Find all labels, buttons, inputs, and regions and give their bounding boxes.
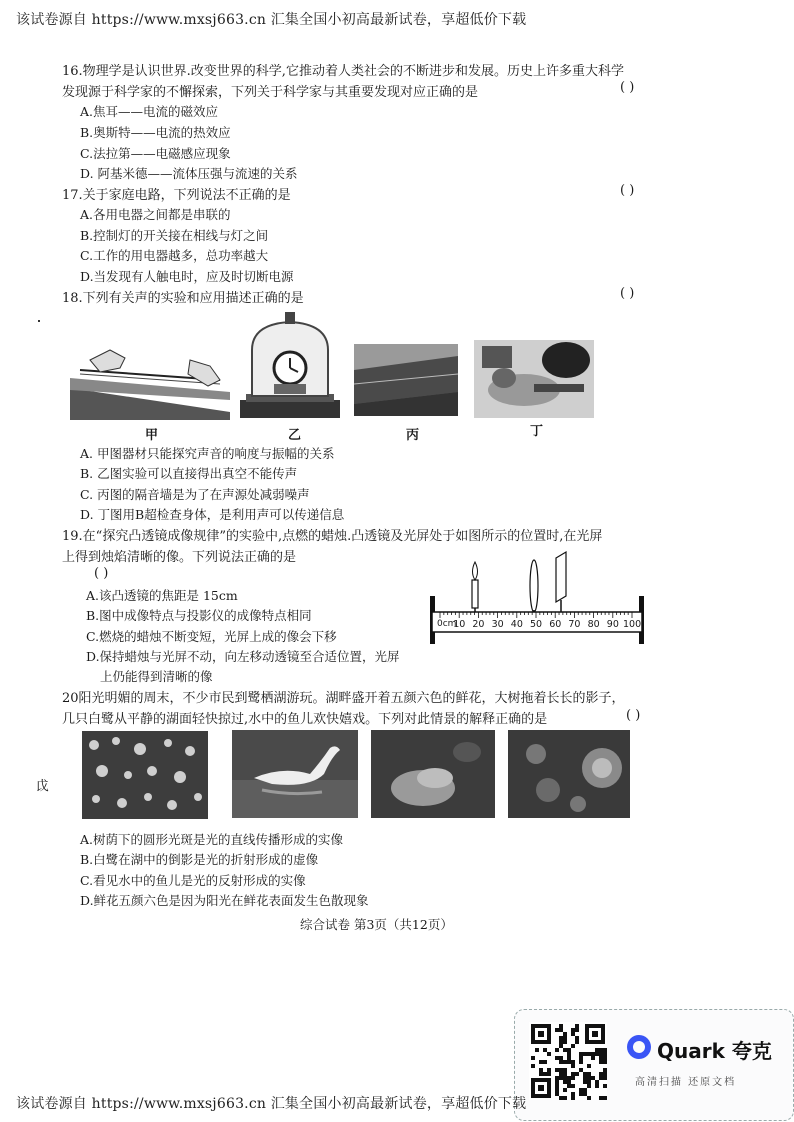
q20-stem-line1: 20阳光明媚的周末，不少市民到鹭栖湖游玩。湖畔盛开着五颜六色的鲜花，大树拖着长长的影子， bbox=[62, 691, 625, 706]
ruler-tick-label: 70 bbox=[568, 619, 581, 630]
footer-banner: 该试卷源自 https://www.mxsj663.cn 汇集全国小初高最新试卷，享超低价下载 bbox=[16, 1096, 527, 1112]
q18-figure-bing bbox=[354, 344, 458, 416]
q20-option-d: D.鲜花五颜六色是因为阳光在鲜花表面发生色散现象 bbox=[80, 893, 369, 908]
q19-stem-line2: 上得到烛焰清晰的像。下列说法正确的是 bbox=[62, 550, 297, 565]
q17-option-c: C.工作的用电器越多，总功率越大 bbox=[80, 248, 269, 263]
ruler-tick-label: 40 bbox=[510, 619, 523, 630]
q18-answer-blank: ( ) bbox=[620, 286, 635, 301]
q19-option-d: D.保持蜡烛与光屏不动，向左移动透镜至合适位置，光屏 bbox=[86, 649, 400, 664]
q17-option-a: A.各用电器之间都是串联的 bbox=[80, 207, 231, 222]
ruler-tick-label: 80 bbox=[587, 619, 600, 630]
q20-photo-fish bbox=[371, 730, 495, 818]
ruler-tick-label: 30 bbox=[491, 619, 504, 630]
q19-option-b: B.图中成像特点与投影仪的成像特点相同 bbox=[86, 608, 312, 623]
qr-code-icon bbox=[529, 1022, 607, 1100]
q18-option-d: D. 丁图用B超检查身体，是利用声可以传递信息 bbox=[80, 507, 345, 522]
q20-answer-blank: ( ) bbox=[626, 708, 641, 723]
stray-dot bbox=[38, 320, 40, 322]
q18-figure-yi bbox=[240, 310, 340, 418]
q18-caption-ding: 丁 bbox=[530, 424, 544, 439]
q18-caption-jia: 甲 bbox=[145, 428, 159, 443]
ruler-tick-label: 100 bbox=[623, 619, 642, 630]
margin-mark: 戉 bbox=[36, 779, 50, 794]
q16-option-b: B.奥斯特——电流的热效应 bbox=[80, 125, 231, 140]
q16-answer-blank: ( ) bbox=[620, 80, 635, 95]
q18-option-a: A. 甲图器材只能探究声音的响度与振幅的关系 bbox=[80, 446, 335, 461]
q18-stem: 18.下列有关声的实验和应用描述正确的是 bbox=[62, 291, 304, 306]
q20-photo-flowers bbox=[508, 730, 630, 818]
quark-watermark-card bbox=[514, 1009, 794, 1121]
q18-option-b: B. 乙图实验可以直接得出真空不能传声 bbox=[80, 466, 298, 481]
q20-photo-egret bbox=[232, 730, 358, 818]
header-banner: 该试卷源自 https://www.mxsj663.cn 汇集全国小初高最新试卷，享超低价下载 bbox=[16, 12, 527, 28]
q16-stem-line1: 16.物理学是认识世界.改变世界的科学,它推动着人类社会的不断进步和发展。历史上许多重大科学 bbox=[62, 64, 624, 79]
ruler-tick-label: 90 bbox=[606, 619, 619, 630]
q17-stem: 17.关于家庭电路，下列说法不正确的是 bbox=[62, 188, 291, 203]
q19-option-d-continued: 上仍能得到清晰的像 bbox=[100, 669, 213, 684]
q20-option-c: C.看见水中的鱼儿是光的反射形成的实像 bbox=[80, 873, 306, 888]
quark-tagline: 高清扫描 还原文档 bbox=[635, 1077, 737, 1088]
ruler-tick-label: 50 bbox=[530, 619, 543, 630]
q19-stem-line1: 19.在“探究凸透镜成像规律”的实验中,点燃的蜡烛.凸透镜及光屏处于如图所示的位置时,在光屏 bbox=[62, 529, 603, 544]
q16-option-d: D. 阿基米德——流体压强与流速的关系 bbox=[80, 166, 298, 181]
q18-figure-jia bbox=[70, 340, 230, 420]
q19-answer-blank: ( ) bbox=[94, 566, 109, 581]
page-footer: 综合试卷 第3页（共12页） bbox=[300, 917, 453, 932]
q16-option-a: A.焦耳——电流的磁效应 bbox=[80, 104, 219, 119]
q20-stem-line2: 几只白鹭从平静的湖面轻快掠过,水中的鱼儿欢快嬉戏。下列对此情景的解释正确的是 bbox=[62, 712, 548, 727]
q19-option-a: A.该凸透镜的焦距是 15cm bbox=[86, 588, 238, 603]
q18-caption-yi: 乙 bbox=[288, 428, 302, 443]
q20-option-a: A.树荫下的圆形光斑是光的直线传播形成的实像 bbox=[80, 832, 344, 847]
q19-option-c: C.燃烧的蜡烛不断变短，光屏上成的像会下移 bbox=[86, 629, 337, 644]
q17-answer-blank: ( ) bbox=[620, 183, 635, 198]
ruler-tick-label: 20 bbox=[472, 619, 485, 630]
q16-stem-line2: 发现源于科学家的不懈探索，下列关于科学家与其重要发现对应正确的是 bbox=[62, 85, 479, 100]
q19-optical-bench-figure bbox=[426, 548, 648, 648]
q19-ruler-zero-label: 0cm bbox=[437, 619, 457, 629]
quark-brand-name: Quark 夸克 bbox=[657, 1039, 772, 1063]
ruler-tick-label: 10 bbox=[453, 619, 466, 630]
q18-figure-ding bbox=[474, 340, 594, 418]
q18-caption-bing: 丙 bbox=[406, 428, 420, 443]
q20-photo-light-spots bbox=[82, 731, 208, 819]
q17-option-d: D.当发现有人触电时，应及时切断电源 bbox=[80, 269, 294, 284]
ruler-tick-label: 60 bbox=[549, 619, 562, 630]
q20-option-b: B.白鹭在湖中的倒影是光的折射形成的虚像 bbox=[80, 852, 319, 867]
q18-option-c: C. 丙图的隔音墙是为了在声源处减弱噪声 bbox=[80, 487, 310, 502]
q17-option-b: B.控制灯的开关接在相线与灯之间 bbox=[80, 228, 269, 243]
q16-option-c: C.法拉第——电磁感应现象 bbox=[80, 146, 231, 161]
quark-logo-icon bbox=[627, 1035, 651, 1059]
q19-ruler-labels bbox=[426, 548, 648, 648]
